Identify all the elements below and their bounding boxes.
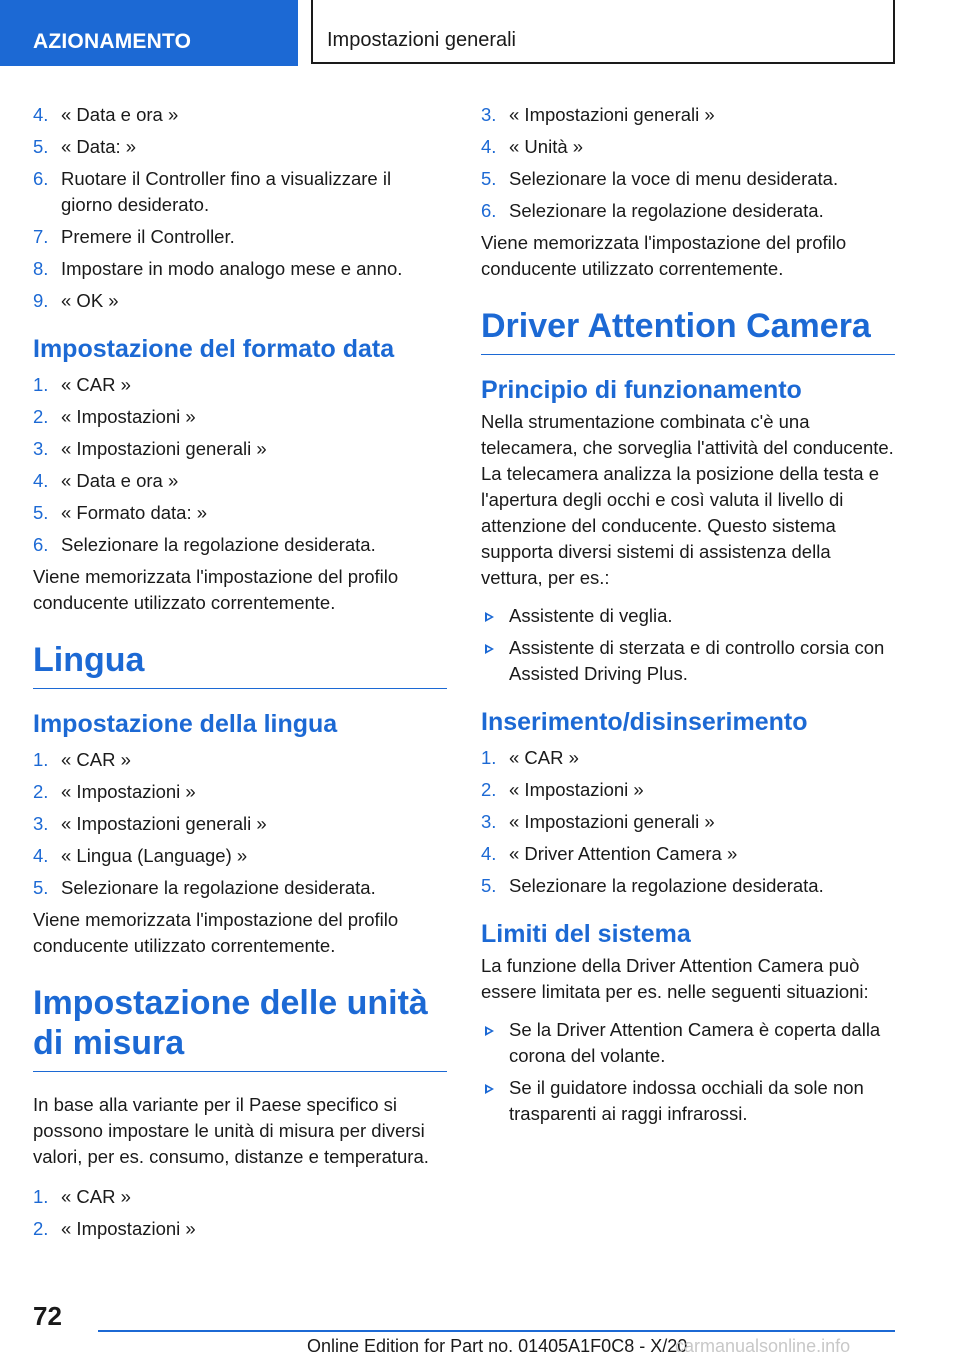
on-off-steps-list — [481, 745, 895, 899]
list-item — [481, 198, 895, 224]
list-item — [481, 809, 895, 835]
bullet-text: Assistente di veglia. — [509, 605, 673, 626]
list-item — [481, 873, 895, 899]
list-item — [33, 747, 447, 773]
footer-edition: Online Edition for Part no. 01405A1F0C8 - X/20 — [307, 1336, 688, 1356]
bullet-text: Se il guidatore indossa occhiali da sole non trasparenti ai raggi infrarossi. — [509, 1077, 864, 1124]
list-item — [33, 843, 447, 869]
step-number: 1. — [33, 1186, 49, 1207]
step-text: « Lingua (Language) » — [61, 845, 248, 866]
step-text: « Data: » — [61, 136, 137, 157]
list-item — [33, 166, 447, 218]
step-text: « Data e ora » — [61, 470, 179, 491]
units-steps-list — [33, 1184, 447, 1242]
step-text: « CAR » — [61, 749, 131, 770]
step-text: « Impostazioni generali » — [509, 104, 715, 125]
step-text: « Impostazioni generali » — [509, 811, 715, 832]
list-item — [481, 603, 895, 629]
step-text: Selezionare la regolazione desiderata. — [61, 877, 376, 898]
step-text: « Data e ora » — [61, 104, 179, 125]
heading-on-off: Inserimento/disinserimento — [481, 708, 808, 736]
list-item — [481, 841, 895, 867]
heading-principle: Principio di funzionamento — [481, 376, 802, 404]
paragraph-format-note: Viene memorizzata l'impostazione del profilo conducente utilizzato correntemente. — [33, 566, 399, 613]
list-item — [33, 532, 447, 558]
list-item — [481, 777, 895, 803]
step-number: 1. — [33, 749, 49, 770]
step-text: « Unità » — [509, 136, 584, 157]
step-number: 4. — [481, 136, 497, 157]
step-text: « Driver Attention Camera » — [509, 843, 738, 864]
heading-date-format: Impostazione del formato data — [33, 335, 395, 363]
step-text: « CAR » — [61, 374, 131, 395]
language-steps-list — [33, 747, 447, 901]
bullet-text: Assistente di sterzata e di controllo corsia con Assisted Driving Plus. — [509, 637, 885, 684]
step-text: « Formato data: » — [61, 502, 208, 523]
paragraph-units-note: Viene memorizzata l'impostazione del profilo conducente utilizzato correntemente. — [481, 232, 847, 279]
triangle-bullet-icon — [485, 612, 494, 622]
paragraph-principle: Nella strumentazione combinata c'è una telecamera, che sorveglia l'attività del conducente. La telecamera analizza la posizione della testa e l'apertura degli occhi e così valuta il livello di attenzione del conducente. Questo sistema supporta diversi sistemi di assistenza della vettura, per es.: — [481, 411, 894, 588]
paragraph-limits: La funzione della Driver Attention Camera può essere limitata per es. nelle seguenti situazioni: — [481, 955, 869, 1002]
step-text: « CAR » — [509, 747, 579, 768]
step-number: 5. — [33, 877, 49, 898]
step-number: 6. — [33, 534, 49, 555]
step-text: « Impostazioni » — [61, 406, 196, 427]
heading-units: Impostazione delle unità di misura — [33, 983, 447, 1072]
step-text: Impostare in modo analogo mese e anno. — [61, 258, 403, 279]
step-number: 3. — [481, 104, 497, 125]
list-item — [33, 1184, 447, 1210]
list-item — [33, 811, 447, 837]
step-number: 3. — [33, 813, 49, 834]
page-number: 72 — [33, 1301, 62, 1331]
date-steps-list — [33, 102, 447, 314]
left-column — [33, 102, 447, 1248]
step-number: 6. — [33, 168, 49, 189]
step-number: 5. — [481, 168, 497, 189]
step-number: 2. — [481, 779, 497, 800]
list-item — [33, 372, 447, 398]
step-number: 1. — [33, 374, 49, 395]
heading-language-setting: Impostazione della lingua — [33, 710, 338, 738]
bullet-text: Se la Driver Attention Camera è coperta dalla corona del volante. — [509, 1019, 881, 1066]
step-number: 5. — [481, 875, 497, 896]
step-number: 6. — [481, 200, 497, 221]
footer-rule — [98, 1330, 895, 1332]
chapter-title: Impostazioni generali — [327, 29, 516, 51]
step-number: 2. — [33, 406, 49, 427]
list-item — [33, 875, 447, 901]
list-item — [33, 1216, 447, 1242]
step-text: « Impostazioni generali » — [61, 438, 267, 459]
step-text: « Impostazioni » — [61, 1218, 196, 1239]
list-item — [481, 166, 895, 192]
step-text: Selezionare la regolazione desiderata. — [61, 534, 376, 555]
list-item — [33, 134, 447, 160]
triangle-bullet-icon — [485, 1084, 494, 1094]
heading-system-limits: Limiti del sistema — [481, 920, 691, 948]
list-item — [33, 468, 447, 494]
step-number: 5. — [33, 502, 49, 523]
paragraph-units-intro: In base alla variante per il Paese specifico si possono impostare le unità di misura per diversi valori, per es. consumo, distanze e temperatura. — [33, 1094, 429, 1167]
principle-bullets — [481, 603, 895, 687]
section-title: AZIONAMENTO — [33, 30, 192, 53]
date-format-steps-list — [33, 372, 447, 558]
list-item — [33, 288, 447, 314]
units-steps-list-continued — [481, 102, 895, 224]
list-item — [481, 134, 895, 160]
heading-driver-attention-camera: Driver Attention Camera — [481, 306, 895, 355]
step-number: 9. — [33, 290, 49, 311]
step-number: 2. — [33, 1218, 49, 1239]
list-item — [481, 1017, 895, 1069]
list-item — [481, 745, 895, 771]
list-item — [33, 256, 447, 282]
list-item — [481, 102, 895, 128]
list-item — [33, 500, 447, 526]
step-text: « Impostazioni generali » — [61, 813, 267, 834]
step-number: 7. — [33, 226, 49, 247]
step-number: 4. — [33, 470, 49, 491]
triangle-bullet-icon — [485, 644, 494, 654]
step-text: Premere il Controller. — [61, 226, 235, 247]
step-number: 3. — [33, 438, 49, 459]
step-text: « Impostazioni » — [509, 779, 644, 800]
step-text: Selezionare la voce di menu desiderata. — [509, 168, 839, 189]
step-number: 3. — [481, 811, 497, 832]
right-column — [481, 102, 895, 1133]
limits-bullets — [481, 1017, 895, 1127]
step-number: 2. — [33, 781, 49, 802]
step-text: « Impostazioni » — [61, 781, 196, 802]
step-number: 5. — [33, 136, 49, 157]
step-number: 4. — [33, 104, 49, 125]
step-number: 8. — [33, 258, 49, 279]
heading-lingua: Lingua — [33, 640, 447, 689]
list-item — [33, 224, 447, 250]
step-text: « OK » — [61, 290, 119, 311]
list-item — [33, 779, 447, 805]
list-item — [481, 635, 895, 687]
step-number: 4. — [481, 843, 497, 864]
step-number: 4. — [33, 845, 49, 866]
step-text: « CAR » — [61, 1186, 131, 1207]
list-item — [33, 436, 447, 462]
step-number: 1. — [481, 747, 497, 768]
watermark: carmanualsonline.info — [675, 1336, 851, 1356]
section-tab — [0, 0, 298, 66]
step-text: Selezionare la regolazione desiderata. — [509, 875, 824, 896]
list-item — [33, 102, 447, 128]
step-text: Selezionare la regolazione desiderata. — [509, 200, 824, 221]
list-item — [33, 404, 447, 430]
list-item — [481, 1075, 895, 1127]
paragraph-language-note: Viene memorizzata l'impostazione del profilo conducente utilizzato correntemente. — [33, 909, 399, 956]
triangle-bullet-icon — [485, 1026, 494, 1036]
step-text: Ruotare il Controller fino a visualizzare il giorno desiderato. — [61, 168, 392, 215]
chapter-tab — [311, 0, 895, 64]
